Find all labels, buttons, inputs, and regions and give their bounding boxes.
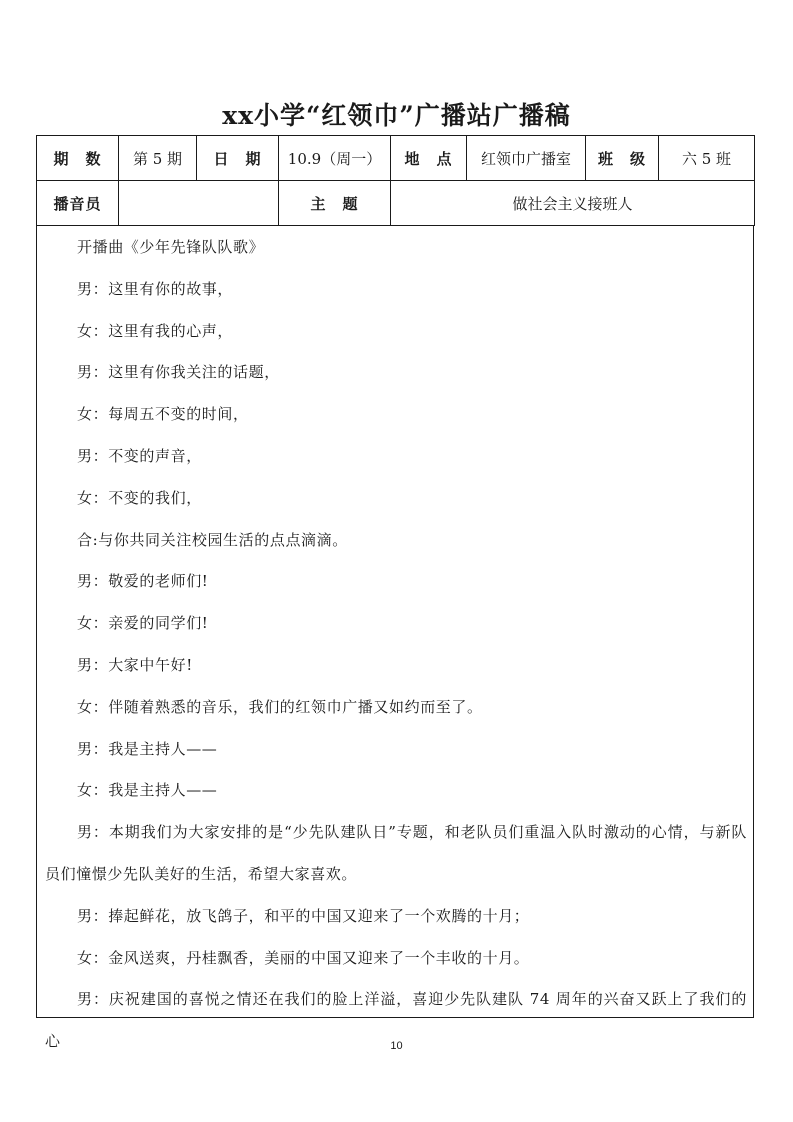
page-title: xx小学“红领巾”广播站广播稿 bbox=[222, 101, 571, 130]
announcer-label: 播音员 bbox=[37, 181, 119, 226]
topic-value: 做社会主义接班人 bbox=[391, 181, 755, 226]
script-line: 女：这里有我的心声， bbox=[77, 321, 234, 340]
script-line: 女：我是主持人—— bbox=[77, 781, 218, 800]
script-line: 男：庆祝建国的喜悦之情还在我们的脸上洋溢，喜迎少先队建队 74 周年的兴奋又跃上了我们的心 bbox=[45, 990, 747, 1051]
script-line: 男：捧起鲜花，放飞鸽子，和平的中国又迎来了一个欢腾的十月； bbox=[77, 906, 530, 925]
broadcast-info-table bbox=[36, 135, 755, 226]
date-value: 10.9（周一） bbox=[279, 136, 391, 181]
script-line: 开播曲《少年先锋队队歌》 bbox=[77, 238, 265, 256]
script-line: 男：敬爱的老师们! bbox=[77, 572, 209, 591]
script-line: 女：金风送爽，丹桂飘香，美丽的中国又迎来了一个丰收的十月。 bbox=[77, 948, 530, 967]
info-row-2 bbox=[37, 181, 755, 226]
issue-label: 期 数 bbox=[37, 136, 119, 181]
class-value: 六 5 班 bbox=[659, 136, 755, 181]
script-line: 男：本期我们为大家安排的是“少先队建队日”专题，和老队员们重温入队时激动的心情，与新队员们憧憬少先队美好的生活，希望大家喜欢。 bbox=[45, 823, 747, 883]
script-line: 男：我是主持人—— bbox=[77, 739, 218, 758]
script-line: 男：大家中午好! bbox=[77, 655, 193, 674]
class-label: 班 级 bbox=[586, 136, 659, 181]
script-line: 男：这里有你我关注的话题， bbox=[77, 363, 280, 382]
place-label: 地 点 bbox=[391, 136, 467, 181]
issue-value: 第 5 期 bbox=[119, 136, 197, 181]
info-row-1 bbox=[37, 136, 755, 181]
page-number: 10 bbox=[390, 1040, 403, 1052]
script-line: 女：不变的我们， bbox=[77, 488, 202, 507]
script-line: 合:与你共同关注校园生活的点点滴滴。 bbox=[77, 530, 348, 549]
topic-label: 主 题 bbox=[279, 181, 391, 226]
script-line: 男：这里有你的故事， bbox=[77, 279, 234, 298]
script-line: 女：伴随着熟悉的音乐，我们的红领巾广播又如约而至了。 bbox=[77, 697, 483, 716]
script-line: 女：每周五不变的时间， bbox=[77, 405, 249, 424]
script-line: 男：不变的声音， bbox=[77, 446, 202, 465]
announcer-value bbox=[119, 181, 279, 226]
script-lines bbox=[37, 225, 753, 1063]
place-value: 红领巾广播室 bbox=[467, 136, 586, 181]
script-line: 女：亲爱的同学们! bbox=[77, 614, 209, 633]
date-label: 日 期 bbox=[197, 136, 279, 181]
